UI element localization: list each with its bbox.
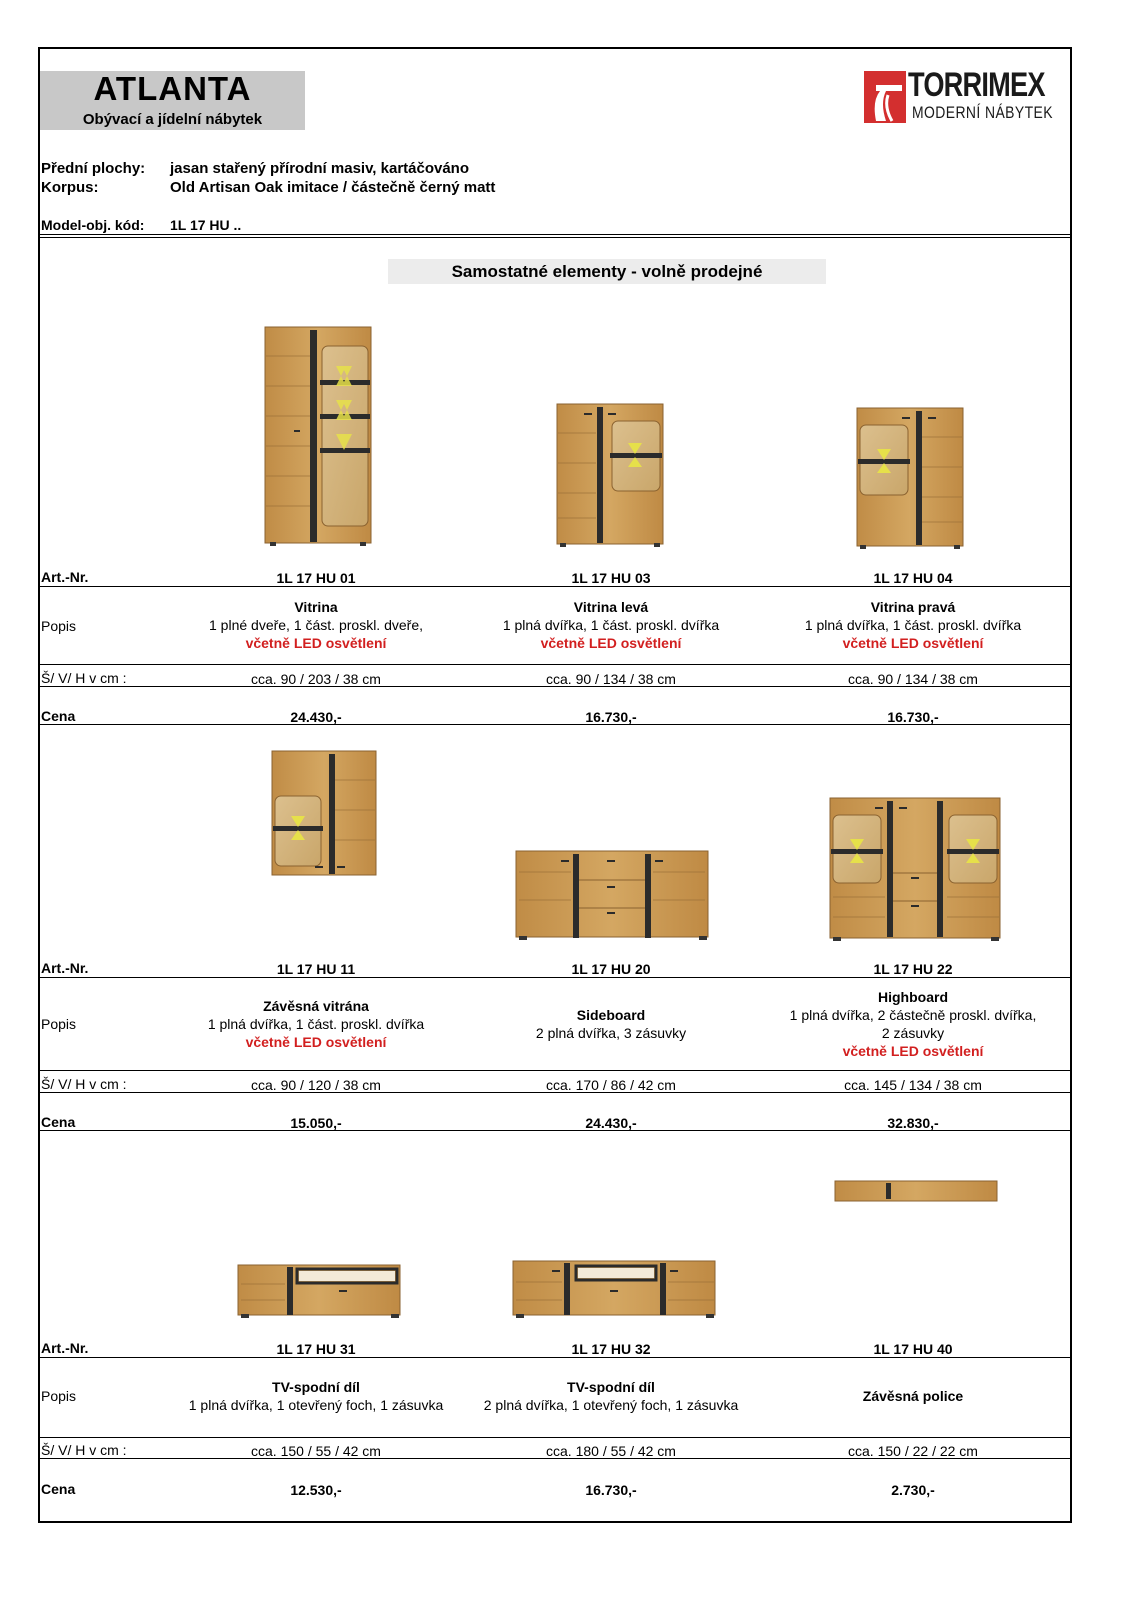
price: 16.730,- bbox=[887, 709, 939, 725]
popis-label: Popis bbox=[41, 1388, 77, 1404]
product-description bbox=[166, 598, 466, 652]
led-note: včetně LED osvětlení bbox=[245, 1034, 387, 1050]
product-description bbox=[763, 598, 1063, 652]
art-number: 1L 17 HU 22 bbox=[873, 961, 953, 977]
product-image-hu22 bbox=[829, 797, 1003, 943]
art-number: 1L 17 HU 04 bbox=[873, 570, 953, 586]
product-image-hu01 bbox=[264, 326, 374, 548]
divider bbox=[38, 1437, 1070, 1438]
product-name: Vitrina bbox=[294, 599, 338, 615]
product-name: TV-spodní díl bbox=[567, 1379, 655, 1395]
logo-brand: TORRIMEX bbox=[908, 66, 1045, 104]
divider bbox=[38, 724, 1070, 725]
art-number: 1L 17 HU 11 bbox=[276, 961, 356, 977]
page-title: ATLANTA bbox=[93, 70, 252, 107]
divider bbox=[38, 1092, 1070, 1093]
dimensions: cca. 90 / 134 / 38 cm bbox=[546, 671, 676, 687]
product-desc: 1 plná dvířka, 1 část. proskl. dvířka bbox=[804, 617, 1022, 633]
body-value: Old Artisan Oak imitace / částečně černý matt bbox=[170, 179, 496, 196]
divider bbox=[38, 686, 1070, 687]
product-description bbox=[763, 988, 1063, 1060]
product-desc: 2 plná dvířka, 1 otevřený foch, 1 zásuvka bbox=[483, 1397, 739, 1413]
divider bbox=[38, 234, 1070, 235]
art-number: 1L 17 HU 01 bbox=[276, 570, 356, 586]
price: 2.730,- bbox=[891, 1482, 935, 1498]
divider bbox=[38, 1130, 1070, 1131]
product-desc-2: 2 zásuvky bbox=[881, 1025, 945, 1041]
front-label: Přední plochy: bbox=[41, 160, 146, 177]
product-desc: 1 plná dvířka, 2 částečně proskl. dvířka, bbox=[789, 1007, 1037, 1023]
product-desc: 1 plné dveře, 1 část. proskl. dveře, bbox=[209, 617, 423, 633]
divider bbox=[38, 977, 1070, 978]
body-label: Korpus: bbox=[41, 179, 99, 196]
product-image-hu40 bbox=[834, 1180, 1000, 1204]
divider bbox=[38, 1357, 1070, 1358]
art-number: 1L 17 HU 03 bbox=[571, 570, 651, 586]
price: 24.430,- bbox=[290, 709, 342, 725]
product-description bbox=[461, 1006, 761, 1042]
dims-label: Š/ V/ H v cm : bbox=[41, 1442, 127, 1458]
art-number: 1L 17 HU 40 bbox=[873, 1341, 953, 1357]
model-value: 1L 17 HU .. bbox=[170, 217, 242, 233]
product-desc: 1 plná dvířka, 1 část. proskl. dvířka bbox=[502, 617, 720, 633]
dimensions: cca. 90 / 203 / 38 cm bbox=[251, 671, 381, 687]
divider bbox=[38, 237, 1070, 238]
product-image-hu31 bbox=[237, 1264, 403, 1320]
popis-label: Popis bbox=[41, 618, 77, 634]
product-image-hu32 bbox=[512, 1260, 718, 1320]
art-number: 1L 17 HU 32 bbox=[571, 1341, 651, 1357]
dimensions: cca. 145 / 134 / 38 cm bbox=[844, 1077, 982, 1093]
price-label: Cena bbox=[41, 1114, 76, 1130]
divider bbox=[38, 586, 1070, 587]
product-image-hu20 bbox=[515, 850, 711, 942]
divider bbox=[38, 1458, 1070, 1459]
led-note: včetně LED osvětlení bbox=[245, 635, 387, 651]
section-title: Samostatné elementy - volně prodejné bbox=[451, 262, 763, 281]
product-description bbox=[166, 997, 466, 1051]
art-label: Art.-Nr. bbox=[41, 569, 89, 585]
dimensions: cca. 90 / 134 / 38 cm bbox=[848, 671, 978, 687]
product-name: Highboard bbox=[878, 989, 948, 1005]
dimensions: cca. 180 / 55 / 42 cm bbox=[546, 1443, 676, 1459]
dimensions: cca. 150 / 55 / 42 cm bbox=[251, 1443, 381, 1459]
price-label: Cena bbox=[41, 708, 76, 724]
led-note: včetně LED osvětlení bbox=[842, 1043, 984, 1059]
price: 15.050,- bbox=[290, 1115, 342, 1131]
front-value: jasan stařený přírodní masiv, kartáčováno bbox=[170, 160, 470, 177]
price: 32.830,- bbox=[887, 1115, 939, 1131]
product-desc: 2 plná dvířka, 3 zásuvky bbox=[535, 1025, 687, 1041]
product-desc: 1 plná dvířka, 1 část. proskl. dvířka bbox=[207, 1016, 425, 1032]
product-name: Závěsná police bbox=[862, 1388, 964, 1404]
art-label: Art.-Nr. bbox=[41, 1340, 89, 1356]
art-number: 1L 17 HU 20 bbox=[571, 961, 651, 977]
popis-label: Popis bbox=[41, 1016, 77, 1032]
art-label: Art.-Nr. bbox=[41, 960, 89, 976]
led-note: včetně LED osvětlení bbox=[540, 635, 682, 651]
product-image-hu04 bbox=[856, 407, 966, 552]
price: 24.430,- bbox=[585, 1115, 637, 1131]
divider bbox=[38, 664, 1070, 665]
product-name: Sideboard bbox=[576, 1007, 646, 1023]
model-label: Model-obj. kód: bbox=[41, 217, 145, 233]
product-desc: 1 plná dvířka, 1 otevřený foch, 1 zásuvka bbox=[188, 1397, 444, 1413]
product-image-hu03 bbox=[556, 403, 666, 549]
product-name: Závěsná vitrána bbox=[263, 998, 369, 1014]
price: 16.730,- bbox=[585, 1482, 637, 1498]
divider bbox=[38, 1070, 1070, 1071]
logo-tagline: MODERNÍ NÁBYTEK bbox=[912, 103, 1053, 122]
product-name: TV-spodní díl bbox=[272, 1379, 360, 1395]
product-description bbox=[763, 1387, 1063, 1405]
price: 12.530,- bbox=[290, 1482, 342, 1498]
product-description bbox=[461, 1378, 761, 1414]
product-name: Vitrina pravá bbox=[870, 599, 956, 615]
dimensions: cca. 150 / 22 / 22 cm bbox=[848, 1443, 978, 1459]
page-subtitle: Obývací a jídelní nábytek bbox=[82, 111, 263, 128]
led-note: včetně LED osvětlení bbox=[842, 635, 984, 651]
product-description bbox=[166, 1378, 466, 1414]
art-number: 1L 17 HU 31 bbox=[276, 1341, 356, 1357]
dims-label: Š/ V/ H v cm : bbox=[41, 670, 127, 686]
price: 16.730,- bbox=[585, 709, 637, 725]
product-name: Vitrina levá bbox=[573, 599, 649, 615]
product-image-hu11 bbox=[271, 750, 379, 878]
dimensions: cca. 90 / 120 / 38 cm bbox=[251, 1077, 381, 1093]
dimensions: cca. 170 / 86 / 42 cm bbox=[546, 1077, 676, 1093]
dims-label: Š/ V/ H v cm : bbox=[41, 1076, 127, 1092]
product-description bbox=[461, 598, 761, 652]
price-label: Cena bbox=[41, 1481, 76, 1497]
